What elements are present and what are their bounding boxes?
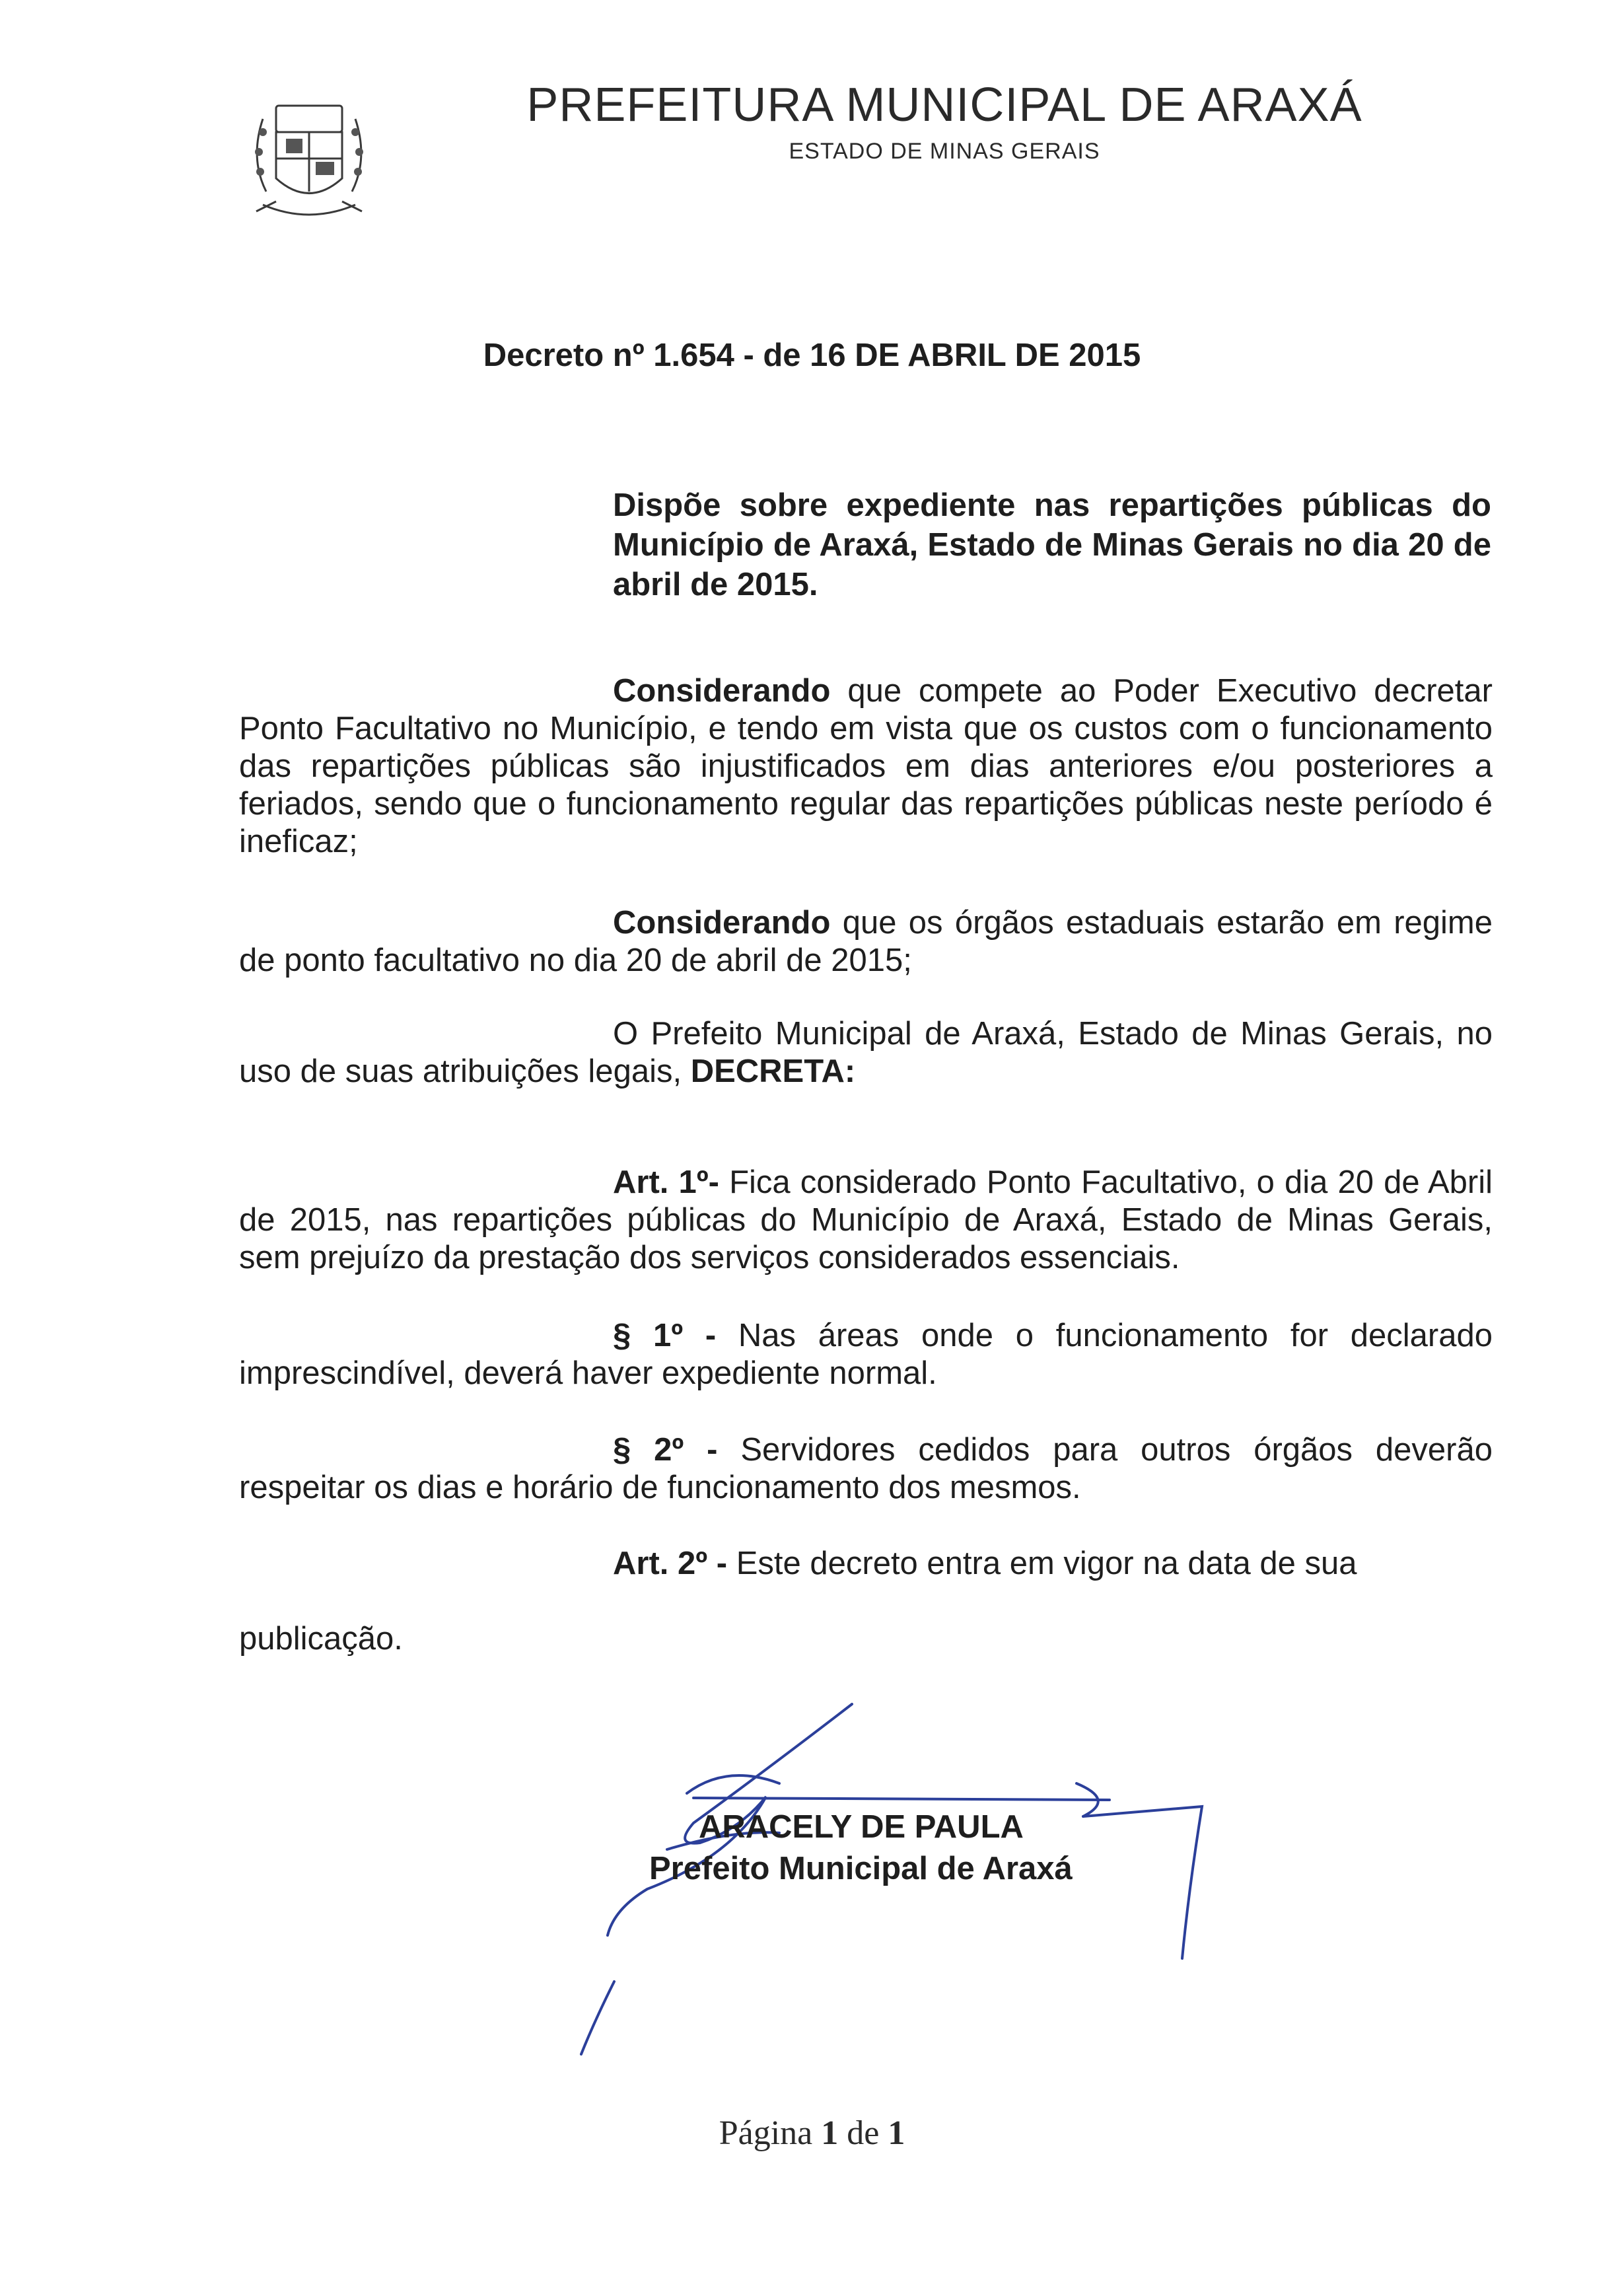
- municipality-title: PREFEITURA MUNICIPAL DE ARAXÁ: [526, 79, 1362, 131]
- state-subtitle: ESTADO DE MINAS GERAIS: [789, 139, 1100, 164]
- page-of: de: [847, 2114, 880, 2152]
- coat-of-arms-icon: [236, 92, 382, 225]
- section-lead: § 1º -: [613, 1318, 717, 1353]
- handwritten-signature: [568, 1691, 1228, 2166]
- signer-name: ARACELY DE PAULA: [699, 1809, 1024, 1845]
- page-number: [0, 2114, 1624, 2153]
- article-2: [239, 1545, 1493, 1658]
- paragraph-text: O Prefeito Municipal de Araxá, Estado de Minas Gerais, no uso de suas atribuições legais,: [239, 1016, 1493, 1089]
- paragraph-bold: DECRETA:: [690, 1054, 856, 1089]
- section-lead: § 2º -: [613, 1432, 718, 1468]
- page-current: 1: [821, 2114, 839, 2152]
- page-total: 1: [888, 2114, 905, 2152]
- article-lead: Art. 1º-: [613, 1164, 719, 1200]
- decree-ementa: Dispõe sobre expediente nas repartições públicas do Município de Araxá, Estado de Minas Gerais no dia 20 de abril de 2015.: [613, 487, 1491, 602]
- paragraph-considerando-2: [239, 904, 1493, 980]
- article-text: Fica considerado Ponto Facultativo, o dia 20 de Abril de 2015, nas repartições públicas do Município de Araxá, Estado de Minas Gerais, sem prejuízo da prestação dos serviços considerados essenciais.: [239, 1164, 1493, 1275]
- page-label: Página: [719, 2114, 813, 2152]
- paragraph-section-2: [239, 1431, 1493, 1507]
- paragraph-lead: Considerando: [613, 673, 831, 709]
- paragraph-considerando-1: [239, 672, 1493, 861]
- paragraph-text: que os órgãos estaduais estarão em regime de ponto facultativo no dia 20 de abril de 2015;: [239, 905, 1493, 978]
- article-text: Este decreto entra em vigor na data de sua: [727, 1546, 1357, 1581]
- article-1: [239, 1164, 1493, 1277]
- paragraph-lead: Considerando: [613, 905, 831, 941]
- signer-role: Prefeito Municipal de Araxá: [649, 1851, 1073, 1886]
- paragraph-decreta: [239, 1015, 1493, 1091]
- paragraph-text: que compete ao Poder Executivo decretar Ponto Facultativo no Município, e tendo em vista que os custos com o funcionamento das repartições públicas são injustificados em dias anteriores e/ou posteriores a feriados, sendo que o funcionamento regular das repartições públicas neste período é ineficaz;: [239, 673, 1493, 859]
- section-text: Servidores cedidos para outros órgãos deverão respeitar os dias e horário de funcionamento dos mesmos.: [239, 1432, 1493, 1505]
- paragraph-section-1: [239, 1317, 1493, 1392]
- article-lead: Art. 2º -: [613, 1546, 728, 1581]
- section-text: Nas áreas onde o funcionamento for declarado imprescindível, deverá haver expediente normal.: [239, 1318, 1493, 1391]
- decree-title: Decreto nº 1.654 - de 16 DE ABRIL DE 2015: [483, 338, 1141, 373]
- article-text-end: publicação.: [239, 1621, 403, 1657]
